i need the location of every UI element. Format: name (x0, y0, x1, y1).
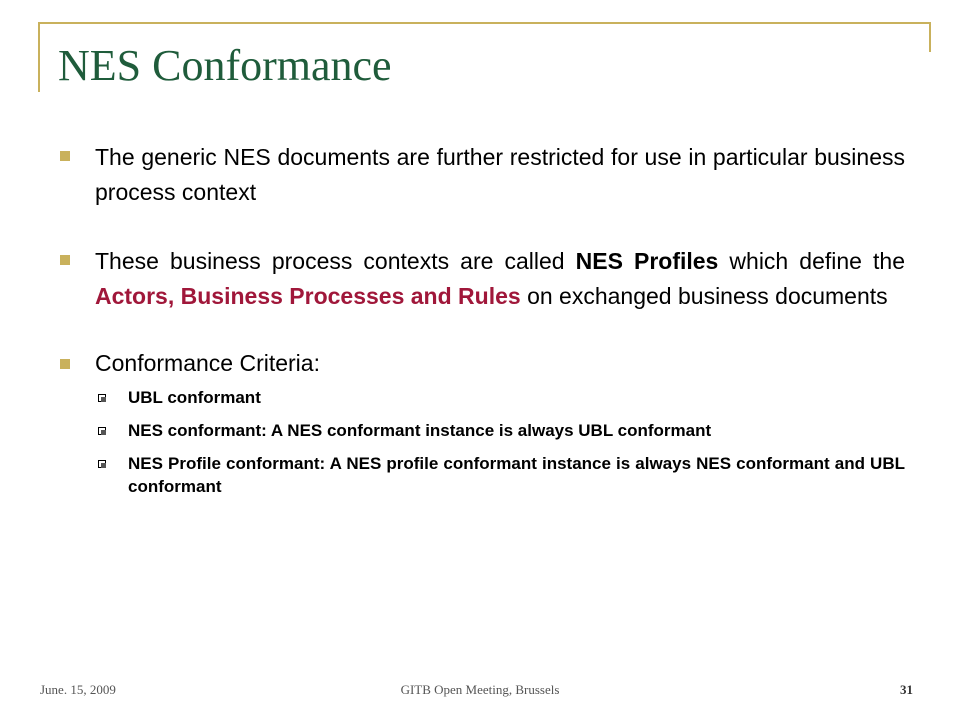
bullet-text-part: These business process contexts are called (95, 248, 576, 274)
frame-right-line (929, 22, 931, 52)
checkbox-bullet-icon (98, 460, 106, 468)
nes-profiles-term: NES Profiles (575, 248, 719, 274)
slide-content (60, 140, 905, 508)
frame-top-line (38, 22, 931, 24)
bullet-text (95, 244, 905, 314)
footer-date: June. 15, 2009 (40, 682, 116, 697)
checkbox-bullet-icon (98, 394, 106, 402)
bullet-item (60, 140, 905, 210)
square-bullet-icon (60, 359, 70, 369)
square-bullet-icon (60, 255, 70, 265)
checkbox-bullet-icon (98, 427, 106, 435)
slide-title: NES Conformance (58, 41, 392, 90)
bullet-text-part: which define the (718, 248, 905, 274)
frame-left-line (38, 22, 40, 92)
sub-bullet-item (95, 452, 905, 498)
bullet-text: The generic NES documents are further restricted for use in particular business process context (95, 144, 905, 205)
page-number: 31 (900, 682, 913, 697)
sub-bullet-list (60, 386, 905, 498)
sub-bullet-text: UBL conformant (128, 388, 261, 407)
bullet-item (60, 348, 905, 378)
footer-event: GITB Open Meeting, Brussels (400, 682, 560, 697)
sub-bullet-item (95, 386, 905, 409)
highlighted-phrase: Actors, Business Processes and Rules (95, 283, 521, 309)
bullet-item (60, 244, 905, 314)
square-bullet-icon (60, 151, 70, 161)
sub-bullet-text: NES conformant: A NES conformant instance is always UBL conformant (128, 421, 712, 440)
sub-bullet-item (95, 419, 905, 442)
bullet-text-part: on exchanged business documents (520, 283, 888, 309)
bullet-text: Conformance Criteria: (95, 350, 320, 376)
sub-bullet-text: NES Profile conformant: A NES profile conformant instance is always NES conformant and UBL conformant (128, 454, 905, 496)
